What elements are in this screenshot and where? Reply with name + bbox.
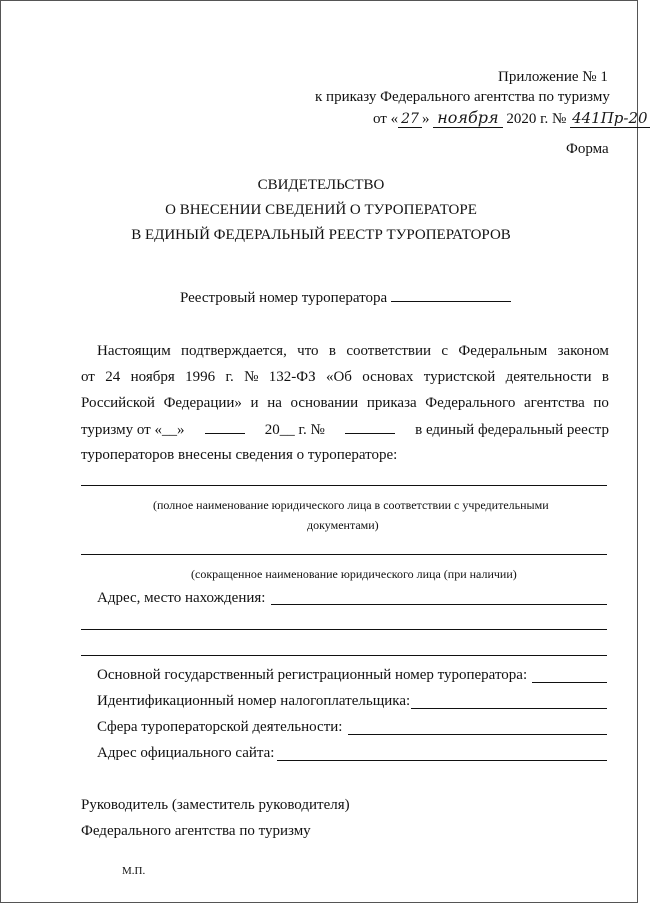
- website-label: Адрес официального сайта:: [97, 745, 275, 761]
- body-line-5: туроператоров внесены сведения о туроператоре:: [81, 447, 398, 463]
- registry-number-field[interactable]: [391, 289, 511, 302]
- body-word: приказа: [366, 395, 417, 411]
- certificate-subtitle-2: В ЕДИНЫЙ ФЕДЕРАЛЬНЫЙ РЕЕСТР ТУРОПЕРАТОРОВ: [131, 227, 511, 243]
- date-year: 2020 г. №: [506, 111, 567, 127]
- signatory-agency: Федерального агентства по туризму: [81, 823, 311, 839]
- body-word: ноября: [130, 369, 175, 385]
- ogrn-field[interactable]: [532, 682, 607, 683]
- annex-title: Приложение № 1: [498, 69, 608, 85]
- form-label: Форма: [566, 141, 609, 157]
- body-word: Российской: [81, 395, 155, 411]
- date-mid: »: [421, 111, 430, 127]
- body-line-4-start: туризму от «__»: [81, 422, 185, 438]
- sphere-label: Сфера туроператорской деятельности:: [97, 719, 343, 735]
- body-word: агентства: [523, 395, 585, 411]
- date-prefix: от «: [373, 111, 399, 127]
- body-word: Настоящим: [97, 343, 171, 359]
- order-month-field[interactable]: [205, 421, 245, 434]
- body-word: с: [441, 343, 449, 359]
- stamp-placeholder: М.П.: [122, 865, 146, 877]
- body-word: основах: [362, 369, 414, 385]
- body-word: от: [81, 369, 95, 385]
- body-word: деятельности: [505, 369, 592, 385]
- address-field-line-3[interactable]: [81, 655, 607, 656]
- body-word: по: [593, 395, 609, 411]
- body-word: №: [244, 369, 259, 385]
- body-line-4: [81, 421, 609, 439]
- short-name-caption: (сокращенное наименование юридического лица (при наличии): [191, 567, 517, 581]
- certificate-title: СВИДЕТЕЛЬСТВО: [257, 177, 385, 193]
- body-word: в: [328, 343, 336, 359]
- body-word: основании: [290, 395, 359, 411]
- body-line-3: [81, 395, 609, 412]
- registry-number-label: Реестровый номер туроператора: [180, 290, 388, 306]
- order-number-field[interactable]: [345, 421, 395, 434]
- date-month-handwritten: ноября: [433, 108, 502, 128]
- date-day-handwritten: 27: [398, 111, 422, 128]
- full-name-field[interactable]: [81, 485, 607, 486]
- body-word: законом: [557, 343, 609, 359]
- body-line-4-year: 20__ г. №: [264, 422, 325, 438]
- address-field-line-2[interactable]: [81, 629, 607, 630]
- body-word: г.: [225, 369, 234, 385]
- body-line-2: [81, 369, 609, 386]
- ogrn-label: Основной государственный регистрационный номер туроператора:: [97, 667, 528, 683]
- sphere-field[interactable]: [348, 734, 607, 735]
- website-field[interactable]: [277, 760, 607, 761]
- order-number-handwritten: 441Пр-20: [572, 109, 648, 127]
- body-line-1: [97, 343, 609, 360]
- body-word: на: [267, 395, 282, 411]
- body-word: что: [297, 343, 319, 359]
- body-word: соответствии: [346, 343, 432, 359]
- address-field[interactable]: [271, 604, 607, 605]
- body-word: 132-ФЗ: [268, 369, 316, 385]
- body-word: «Об: [325, 369, 352, 385]
- body-word: 24: [105, 369, 121, 385]
- registry-number-row: [180, 289, 511, 307]
- body-word: Федерального: [425, 395, 516, 411]
- body-word: 1996: [185, 369, 216, 385]
- body-word: туристской: [423, 369, 496, 385]
- full-name-caption-1: (полное наименование юридического лица в соответствии с учредительными: [153, 498, 549, 512]
- body-word: подтверждается,: [181, 343, 287, 359]
- certificate-subtitle-1: О ВНЕСЕНИИ СВЕДЕНИЙ О ТУРОПЕРАТОРЕ: [165, 202, 477, 218]
- address-label: Адрес, место нахождения:: [97, 590, 266, 606]
- order-date-line: [373, 108, 650, 128]
- order-reference: к приказу Федерального агентства по туризму: [315, 89, 610, 105]
- inn-field[interactable]: [411, 708, 607, 709]
- body-word: Федеральным: [458, 343, 548, 359]
- body-line-4-end: в единый федеральный реестр: [415, 422, 609, 438]
- body-word: Федерации»: [163, 395, 242, 411]
- inn-label: Идентификационный номер налогоплательщика:: [97, 693, 411, 709]
- signatory-title: Руководитель (заместитель руководителя): [81, 797, 350, 813]
- body-word: в: [601, 369, 609, 385]
- full-name-caption-2: документами): [307, 518, 379, 532]
- short-name-field[interactable]: [81, 554, 607, 555]
- body-word: и: [250, 395, 259, 411]
